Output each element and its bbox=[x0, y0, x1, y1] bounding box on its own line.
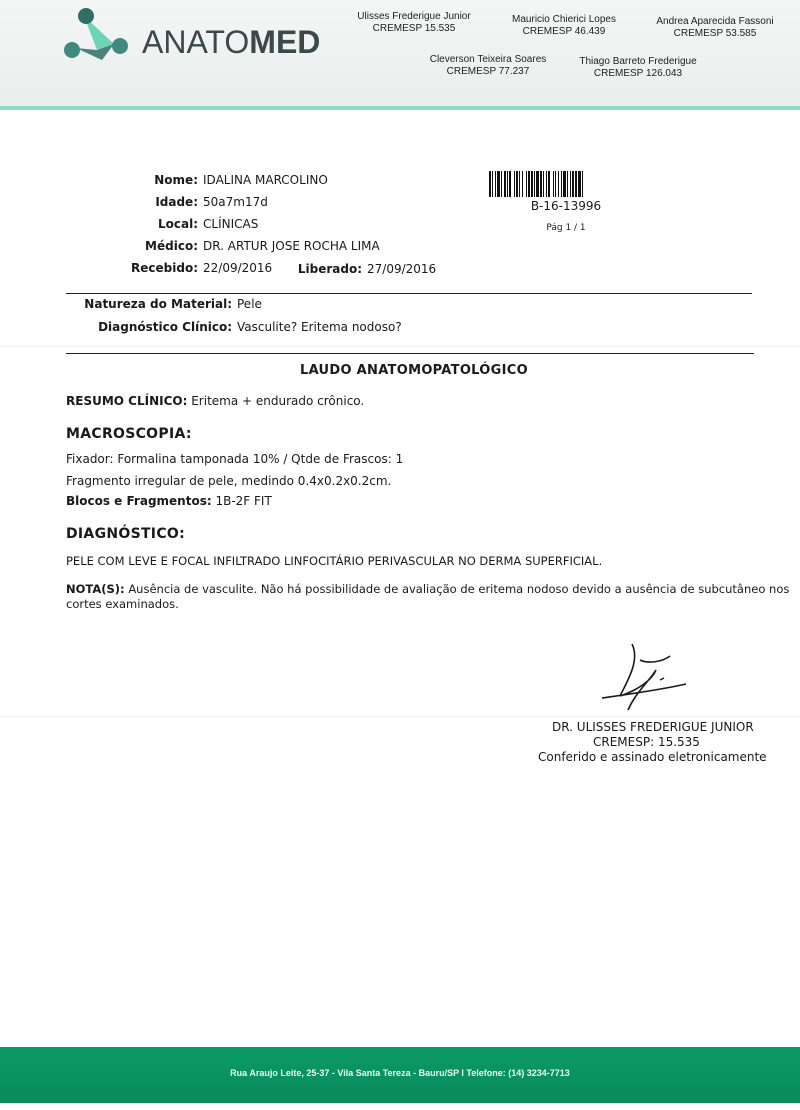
doctor-credit bbox=[344, 11, 484, 35]
doctor-credit bbox=[418, 54, 558, 78]
doctor-name: Ulisses Frederigue Junior bbox=[357, 11, 471, 22]
natureza-label: Natureza do Material: bbox=[84, 297, 232, 311]
clinical-summary-text: Eritema + endurado crônico. bbox=[191, 394, 365, 408]
liberado-label: Liberado: bbox=[297, 262, 362, 276]
patient-location: CLÍNICAS bbox=[203, 217, 259, 231]
paper-fold bbox=[0, 346, 800, 347]
blocks-fragments-label: Blocos e Fragmentos: bbox=[66, 494, 212, 508]
doctor-crm: CREMESP 15.535 bbox=[372, 23, 456, 34]
clinical-summary bbox=[66, 394, 364, 408]
header-divider bbox=[0, 106, 800, 110]
doctor-crm: CREMESP 46.439 bbox=[522, 26, 606, 37]
material-nature: Pele bbox=[237, 297, 262, 311]
anatomed-logo-icon bbox=[62, 4, 132, 68]
patient-name: IDALINA MARCOLINO bbox=[203, 173, 328, 187]
clinical-summary-label: RESUMO CLÍNICO: bbox=[66, 394, 188, 408]
barcode bbox=[489, 171, 643, 197]
diagnosis-heading: DIAGNÓSTICO: bbox=[66, 526, 185, 542]
doctor-crm: CREMESP 53.585 bbox=[673, 28, 757, 39]
notes bbox=[66, 582, 790, 612]
brand-name-regular: ANATO bbox=[142, 24, 250, 60]
doctor-name: Cleverson Teixeira Soares bbox=[429, 54, 547, 65]
doctor-credit bbox=[642, 16, 788, 40]
idade-label: Idade: bbox=[155, 195, 198, 209]
clinical-diagnosis: Vasculite? Eritema nodoso? bbox=[237, 320, 402, 334]
received-date: 22/09/2016 bbox=[203, 261, 273, 275]
diagnosis-text: PELE COM LEVE E FOCAL INFILTRADO LINFOCITÁRIO PERIVASCULAR NO DERMA SUPERFICIAL. bbox=[66, 554, 603, 568]
blocks-fragments-value: 1B-2F FIT bbox=[215, 494, 272, 508]
patient-age: 50a7m17d bbox=[203, 195, 268, 209]
paper-fold bbox=[0, 716, 800, 717]
brand-name-bold: MED bbox=[249, 24, 321, 60]
recebido-label: Recebido: bbox=[131, 261, 198, 275]
footer-address: Rua Araujo Leite, 25-37 - Vila Santa Tereza - Bauru/SP I Telefone: (14) 3234-7713 bbox=[230, 1068, 570, 1078]
macroscopy-line: Fixador: Formalina tamponada 10% / Qtde de Frascos: 1 bbox=[66, 452, 404, 466]
signature-note: Conferido e assinado eletronicamente bbox=[538, 750, 767, 764]
macroscopy-line: Fragmento irregular de pele, medindo 0.4x0.2x0.2cm. bbox=[66, 474, 392, 488]
divider bbox=[66, 353, 754, 354]
nome-label: Nome: bbox=[154, 173, 198, 187]
doctor-crm: CREMESP 77.237 bbox=[446, 66, 530, 77]
clinical-diagnosis-label: Diagnóstico Clínico: bbox=[98, 320, 232, 334]
local-label: Local: bbox=[157, 217, 198, 231]
signer-crm: CREMESP: 15.535 bbox=[593, 735, 700, 749]
notes-label: NOTA(S): bbox=[66, 582, 125, 596]
doctor-name: Andrea Aparecida Fassoni bbox=[656, 16, 774, 27]
notes-text: Ausência de vasculite. Não há possibilidade de avaliação de eritema nodoso devido a ausência de subcutâneo nos bbox=[128, 582, 790, 596]
doctor-crm: CREMESP 126.043 bbox=[593, 68, 683, 79]
report-title: LAUDO ANATOMOPATOLÓGICO bbox=[300, 363, 528, 378]
divider bbox=[66, 293, 752, 294]
released-date: 27/09/2016 bbox=[367, 262, 437, 276]
sample-code: B-16-13996 bbox=[530, 199, 602, 213]
requesting-physician: DR. ARTUR JOSE ROCHA LIMA bbox=[203, 239, 380, 253]
notes-text-continued: cortes examinados. bbox=[66, 597, 179, 611]
doctor-credit bbox=[566, 56, 710, 80]
blocks-fragments bbox=[66, 494, 272, 508]
doctor-credit bbox=[494, 14, 634, 38]
handwritten-signature-icon bbox=[590, 640, 690, 720]
brand-name bbox=[142, 24, 320, 61]
doctor-name: Mauricio Chierici Lopes bbox=[512, 14, 616, 25]
page-indicator: Pág 1 / 1 bbox=[546, 223, 586, 233]
signer-name: DR. ULISSES FREDERIGUE JUNIOR bbox=[552, 720, 754, 734]
macroscopy-heading: MACROSCOPIA: bbox=[66, 426, 192, 442]
medico-label: Médico: bbox=[145, 239, 198, 253]
doctor-name: Thiago Barreto Frederigue bbox=[579, 56, 697, 67]
